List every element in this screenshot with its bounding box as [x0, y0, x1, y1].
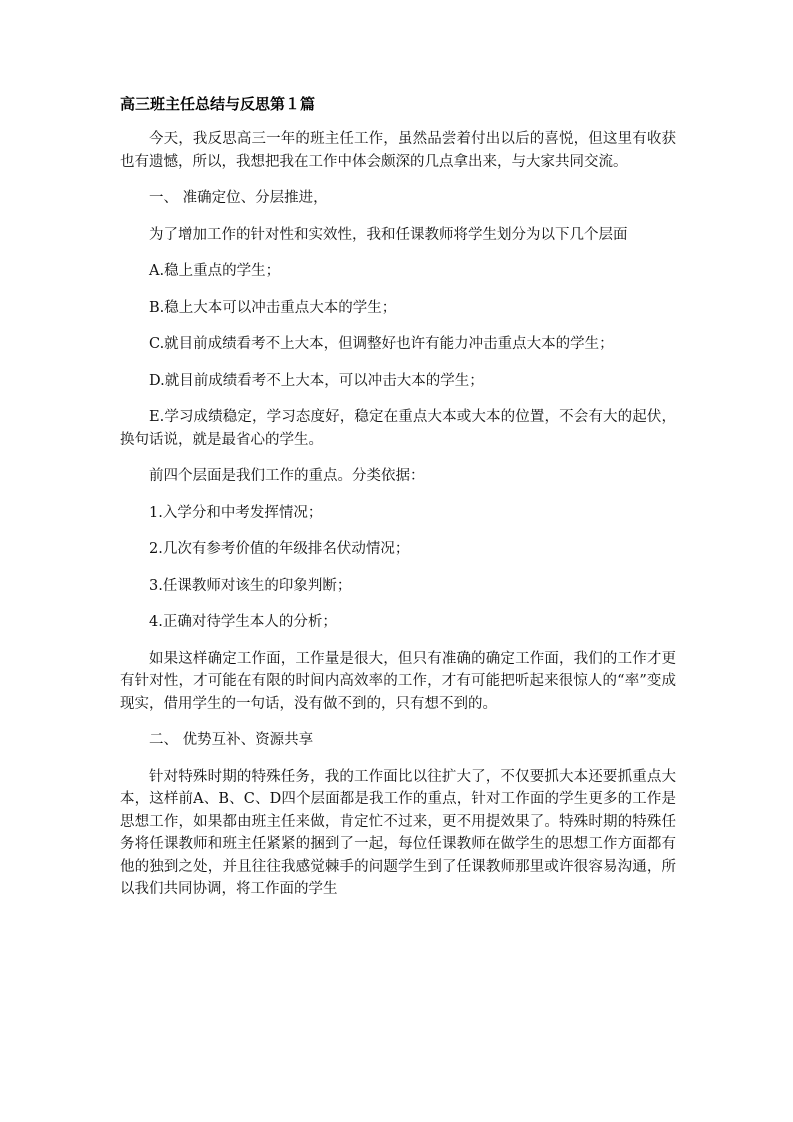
section-heading-2: 二、 优势互补、资源共享	[149, 732, 314, 748]
paragraph-special-task: 针对特殊时期的特殊任务，我的工作面比以往扩大了，不仅要抓大本还要抓重点大本，这样前A、B、C、D四个层面都是我工作的重点，针对工作面的学生更多的工作是思想工作，如果都由班主任来做，肯定忙不过来，更不用提效果了。特殊时期的特殊任务将任课教师和班主任紧紧的捆到了一起，每位任课教师在做学生的思想工作方面都有他的独到之处，并且往往我感觉棘手的问题学生到了任课教师那里或许很容易沟通，所以我们共同协调，将工作面的学生	[120, 768, 676, 897]
list-item-b: B.稳上大本可以冲击重点大本的学生；	[149, 299, 397, 316]
section-heading-1: 一、 准确定位、分层推进，	[149, 190, 328, 206]
document-title: 高三班主任总结与反思第１篇	[120, 95, 316, 113]
paragraph-workload: 如果这样确定工作面，工作量是很大，但只有准确的确定工作面，我们的工作才更有针对性，才可能在有限的时间内高效率的工作，才有可能把听起来很惊人的“率”变成现实，借用学生的一句话，没有做不到的，只有想不到的。	[120, 650, 676, 712]
list-item-a: A.稳上重点的学生；	[149, 263, 281, 279]
list-item-c: C.就目前成绩看考不上大本，但调整好也许有能力冲击重点大本的学生；	[149, 336, 614, 352]
list-item-3: 3.任课教师对该生的印象判断；	[149, 577, 352, 594]
paragraph-intro: 今天，我反思高三一年的班主任工作，虽然品尝着付出以后的喜悦，但这里有收获也有遗憾，所以，我想把我在工作中体会颇深的几点拿出来，与大家共同交流。	[120, 131, 676, 170]
paragraph-layers-intro: 为了增加工作的针对性和实效性，我和任课教师将学生划分为以下几个层面	[149, 226, 628, 243]
paragraph-basis-intro: 前四个层面是我们工作的重点。分类依据：	[149, 468, 425, 484]
list-item-1: 1.入学分和中考发挥情况；	[149, 504, 323, 521]
document-body	[120, 93, 676, 915]
list-item-4: 4.正确对待学生本人的分析；	[149, 614, 337, 630]
list-item-d: D.就目前成绩看考不上大本，可以冲击大本的学生；	[149, 372, 484, 389]
list-item-e: E.学习成绩稳定，学习态度好，稳定在重点大本或大本的位置，不会有大的起伏，换句话说，就是最省心的学生。	[120, 409, 676, 448]
list-item-2: 2.几次有参考价值的年级排名伏动情况；	[149, 541, 410, 557]
